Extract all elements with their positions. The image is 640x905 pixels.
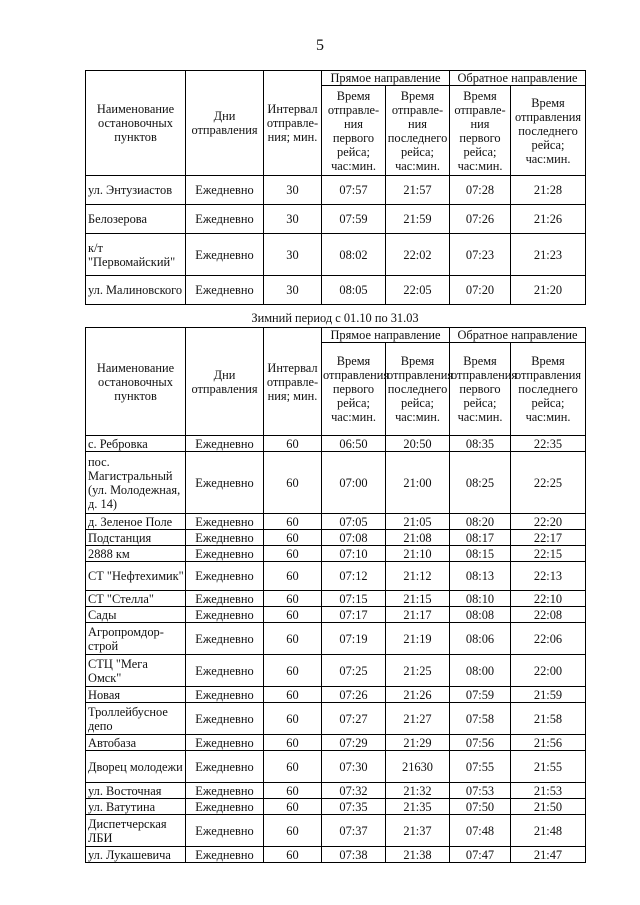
direct-last-cell: 21:57: [386, 176, 450, 205]
reverse-last-cell: 21:47: [511, 847, 586, 863]
reverse-last-cell: 22:17: [511, 530, 586, 546]
table-row: [86, 703, 586, 735]
days-cell: Ежедневно: [186, 436, 264, 452]
reverse-first-cell: 08:35: [450, 436, 511, 452]
stop-cell: СТ "Стелла": [86, 591, 186, 607]
interval-cell: 60: [264, 815, 322, 847]
stop-cell: 2888 км: [86, 546, 186, 562]
reverse-last-cell: 21:23: [511, 234, 586, 276]
days-cell: Ежедневно: [186, 452, 264, 514]
table-row: [86, 687, 586, 703]
summer-table-body: [86, 176, 586, 305]
interval-cell: 60: [264, 735, 322, 751]
days-cell: Ежедневно: [186, 735, 264, 751]
interval-cell: 30: [264, 276, 322, 305]
days-cell: Ежедневно: [186, 546, 264, 562]
stop-cell: ул. Ватутина: [86, 799, 186, 815]
days-cell: Ежедневно: [186, 514, 264, 530]
direct-last-cell: 21:59: [386, 205, 450, 234]
table-row: [86, 205, 586, 234]
reverse-last-cell: 22:13: [511, 562, 586, 591]
days-cell: Ежедневно: [186, 703, 264, 735]
direct-first-cell: 07:15: [322, 591, 386, 607]
stop-cell: ул. Восточная: [86, 783, 186, 799]
reverse-last-cell: 22:15: [511, 546, 586, 562]
reverse-last-cell: 22:00: [511, 655, 586, 687]
reverse-first-cell: 08:00: [450, 655, 511, 687]
direct-first-cell: 06:50: [322, 436, 386, 452]
reverse-first-cell: 08:08: [450, 607, 511, 623]
stop-cell: Сады: [86, 607, 186, 623]
table-row: [86, 607, 586, 623]
stop-cell: с. Ребровка: [86, 436, 186, 452]
table-row: [86, 234, 586, 276]
days-cell: Ежедневно: [186, 607, 264, 623]
reverse-last-cell: 22:20: [511, 514, 586, 530]
direct-first-cell: 07:35: [322, 799, 386, 815]
reverse-first-cell: 08:15: [450, 546, 511, 562]
direct-last-cell: 21:15: [386, 591, 450, 607]
interval-cell: 60: [264, 703, 322, 735]
header-reverse-last: Время отправления последнего рейса; час:мин.: [511, 86, 586, 176]
reverse-first-cell: 08:10: [450, 591, 511, 607]
direct-last-cell: 21:00: [386, 452, 450, 514]
direct-first-cell: 07:17: [322, 607, 386, 623]
direct-first-cell: 07:57: [322, 176, 386, 205]
direct-first-cell: 07:59: [322, 205, 386, 234]
page-number: 5: [316, 37, 324, 54]
days-cell: Ежедневно: [186, 687, 264, 703]
header-direct-first: Время отправле-ния первого рейса; час:мин.: [322, 86, 386, 176]
stop-cell: Новая: [86, 687, 186, 703]
interval-cell: 60: [264, 655, 322, 687]
reverse-last-cell: 22:25: [511, 452, 586, 514]
stop-cell: Подстанция: [86, 530, 186, 546]
reverse-first-cell: 07:50: [450, 799, 511, 815]
reverse-first-cell: 07:48: [450, 815, 511, 847]
days-cell: Ежедневно: [186, 276, 264, 305]
reverse-first-cell: 07:20: [450, 276, 511, 305]
stop-cell: Белозерова: [86, 205, 186, 234]
header-stop: Наименование остановочных пунктов: [86, 328, 186, 436]
stop-cell: Троллейбусное депо: [86, 703, 186, 735]
interval-cell: 60: [264, 514, 322, 530]
reverse-last-cell: 22:08: [511, 607, 586, 623]
interval-cell: 60: [264, 562, 322, 591]
table-row: [86, 655, 586, 687]
table-row: [86, 436, 586, 452]
reverse-first-cell: 08:06: [450, 623, 511, 655]
direct-last-cell: 21:26: [386, 687, 450, 703]
table-row: [86, 276, 586, 305]
direct-last-cell: 21:32: [386, 783, 450, 799]
reverse-last-cell: 21:59: [511, 687, 586, 703]
reverse-first-cell: 07:55: [450, 751, 511, 783]
table-row: [86, 452, 586, 514]
interval-cell: 60: [264, 751, 322, 783]
days-cell: Ежедневно: [186, 847, 264, 863]
reverse-last-cell: 21:28: [511, 176, 586, 205]
days-cell: Ежедневно: [186, 799, 264, 815]
interval-cell: 60: [264, 591, 322, 607]
header-direct-last: Время отправления последнего рейса; час:мин.: [386, 343, 450, 436]
stop-cell: пос. Магистральный (ул. Молодежная, д. 14): [86, 452, 186, 514]
stop-cell: Диспетчерская ЛБИ: [86, 815, 186, 847]
reverse-first-cell: 07:28: [450, 176, 511, 205]
table-row: [86, 783, 586, 799]
winter-schedule-table: [85, 327, 586, 863]
table-row: [86, 530, 586, 546]
reverse-first-cell: 07:56: [450, 735, 511, 751]
direct-last-cell: 21:27: [386, 703, 450, 735]
stop-cell: СТ "Нефтехимик": [86, 562, 186, 591]
direct-last-cell: 21:37: [386, 815, 450, 847]
header-direct-last: Время отправле-ния последнего рейса; час:мин.: [386, 86, 450, 176]
header-direct: Прямое направление: [322, 328, 450, 343]
days-cell: Ежедневно: [186, 783, 264, 799]
direct-last-cell: 22:05: [386, 276, 450, 305]
reverse-last-cell: 21:20: [511, 276, 586, 305]
header-days: Дни отправления: [186, 71, 264, 176]
interval-cell: 60: [264, 546, 322, 562]
interval-cell: 60: [264, 607, 322, 623]
days-cell: Ежедневно: [186, 591, 264, 607]
direct-first-cell: 07:05: [322, 514, 386, 530]
reverse-last-cell: 21:50: [511, 799, 586, 815]
interval-cell: 30: [264, 234, 322, 276]
reverse-last-cell: 21:56: [511, 735, 586, 751]
interval-cell: 60: [264, 623, 322, 655]
table-row: [86, 751, 586, 783]
direct-first-cell: 07:10: [322, 546, 386, 562]
table-row: [86, 799, 586, 815]
reverse-last-cell: 21:26: [511, 205, 586, 234]
reverse-last-cell: 22:35: [511, 436, 586, 452]
days-cell: Ежедневно: [186, 655, 264, 687]
winter-period-caption: Зимний период с 01.10 по 31.03: [251, 311, 419, 325]
direct-last-cell: 21:38: [386, 847, 450, 863]
direct-last-cell: 21:08: [386, 530, 450, 546]
days-cell: Ежедневно: [186, 815, 264, 847]
direct-first-cell: 07:19: [322, 623, 386, 655]
stop-cell: к/т "Первомайский": [86, 234, 186, 276]
direct-first-cell: 07:27: [322, 703, 386, 735]
interval-cell: 60: [264, 799, 322, 815]
table-row: [86, 735, 586, 751]
direct-first-cell: 07:25: [322, 655, 386, 687]
table-row: [86, 591, 586, 607]
header-interval: Интервал отправле-ния; мин.: [264, 71, 322, 176]
table-row: [86, 815, 586, 847]
table-row: [86, 847, 586, 863]
days-cell: Ежедневно: [186, 176, 264, 205]
direct-last-cell: 21:05: [386, 514, 450, 530]
reverse-first-cell: 08:17: [450, 530, 511, 546]
reverse-first-cell: 08:13: [450, 562, 511, 591]
direct-last-cell: 21:10: [386, 546, 450, 562]
stop-cell: Автобаза: [86, 735, 186, 751]
reverse-last-cell: 21:58: [511, 703, 586, 735]
direct-first-cell: 07:37: [322, 815, 386, 847]
table-row: [86, 514, 586, 530]
days-cell: Ежедневно: [186, 562, 264, 591]
stop-cell: Дворец молодежи: [86, 751, 186, 783]
reverse-first-cell: 07:47: [450, 847, 511, 863]
table-row: [86, 623, 586, 655]
direct-first-cell: 07:38: [322, 847, 386, 863]
interval-cell: 60: [264, 847, 322, 863]
interval-cell: 30: [264, 176, 322, 205]
reverse-last-cell: 21:53: [511, 783, 586, 799]
direct-last-cell: 21:35: [386, 799, 450, 815]
direct-first-cell: 07:30: [322, 751, 386, 783]
direct-first-cell: 07:12: [322, 562, 386, 591]
direct-last-cell: 21630: [386, 751, 450, 783]
reverse-last-cell: 21:48: [511, 815, 586, 847]
days-cell: Ежедневно: [186, 751, 264, 783]
direct-first-cell: 08:02: [322, 234, 386, 276]
interval-cell: 60: [264, 436, 322, 452]
header-direct: Прямое направление: [322, 71, 450, 86]
reverse-first-cell: 07:23: [450, 234, 511, 276]
direct-first-cell: 07:26: [322, 687, 386, 703]
direct-last-cell: 22:02: [386, 234, 450, 276]
days-cell: Ежедневно: [186, 234, 264, 276]
reverse-last-cell: 22:06: [511, 623, 586, 655]
direct-first-cell: 07:08: [322, 530, 386, 546]
direct-first-cell: 07:29: [322, 735, 386, 751]
direct-last-cell: 20:50: [386, 436, 450, 452]
table-row: [86, 546, 586, 562]
interval-cell: 60: [264, 530, 322, 546]
table-row: [86, 176, 586, 205]
reverse-first-cell: 07:26: [450, 205, 511, 234]
header-reverse-first: Время отправле-ния первого рейса; час:мин.: [450, 86, 511, 176]
interval-cell: 60: [264, 783, 322, 799]
header-reverse: Обратное направление: [450, 328, 586, 343]
reverse-first-cell: 07:58: [450, 703, 511, 735]
direct-last-cell: 21:12: [386, 562, 450, 591]
reverse-last-cell: 21:55: [511, 751, 586, 783]
reverse-first-cell: 07:59: [450, 687, 511, 703]
table-row: [86, 562, 586, 591]
stop-cell: ул. Лукашевича: [86, 847, 186, 863]
stop-cell: ул. Энтузиастов: [86, 176, 186, 205]
header-reverse-first: Время отправления первого рейса; час:мин.: [450, 343, 511, 436]
stop-cell: д. Зеленое Поле: [86, 514, 186, 530]
reverse-first-cell: 07:53: [450, 783, 511, 799]
stop-cell: СТЦ "Мега Омск": [86, 655, 186, 687]
interval-cell: 60: [264, 452, 322, 514]
direct-first-cell: 07:00: [322, 452, 386, 514]
direct-last-cell: 21:17: [386, 607, 450, 623]
reverse-last-cell: 22:10: [511, 591, 586, 607]
header-days: Дни отправления: [186, 328, 264, 436]
direct-first-cell: 07:32: [322, 783, 386, 799]
direct-last-cell: 21:19: [386, 623, 450, 655]
header-stop: Наименование остановочных пунктов: [86, 71, 186, 176]
days-cell: Ежедневно: [186, 623, 264, 655]
direct-last-cell: 21:29: [386, 735, 450, 751]
header-interval: Интервал отправле-ния; мин.: [264, 328, 322, 436]
direct-first-cell: 08:05: [322, 276, 386, 305]
reverse-first-cell: 08:25: [450, 452, 511, 514]
header-reverse: Обратное направление: [450, 71, 586, 86]
header-direct-first: Время отправления первого рейса; час:мин.: [322, 343, 386, 436]
stop-cell: Агропромдор-строй: [86, 623, 186, 655]
interval-cell: 30: [264, 205, 322, 234]
summer-schedule-table: [85, 70, 586, 305]
reverse-first-cell: 08:20: [450, 514, 511, 530]
days-cell: Ежедневно: [186, 530, 264, 546]
stop-cell: ул. Малиновского: [86, 276, 186, 305]
days-cell: Ежедневно: [186, 205, 264, 234]
direct-last-cell: 21:25: [386, 655, 450, 687]
interval-cell: 60: [264, 687, 322, 703]
winter-table-body: [86, 436, 586, 863]
header-reverse-last: Время отправления последнего рейса; час:мин.: [511, 343, 586, 436]
